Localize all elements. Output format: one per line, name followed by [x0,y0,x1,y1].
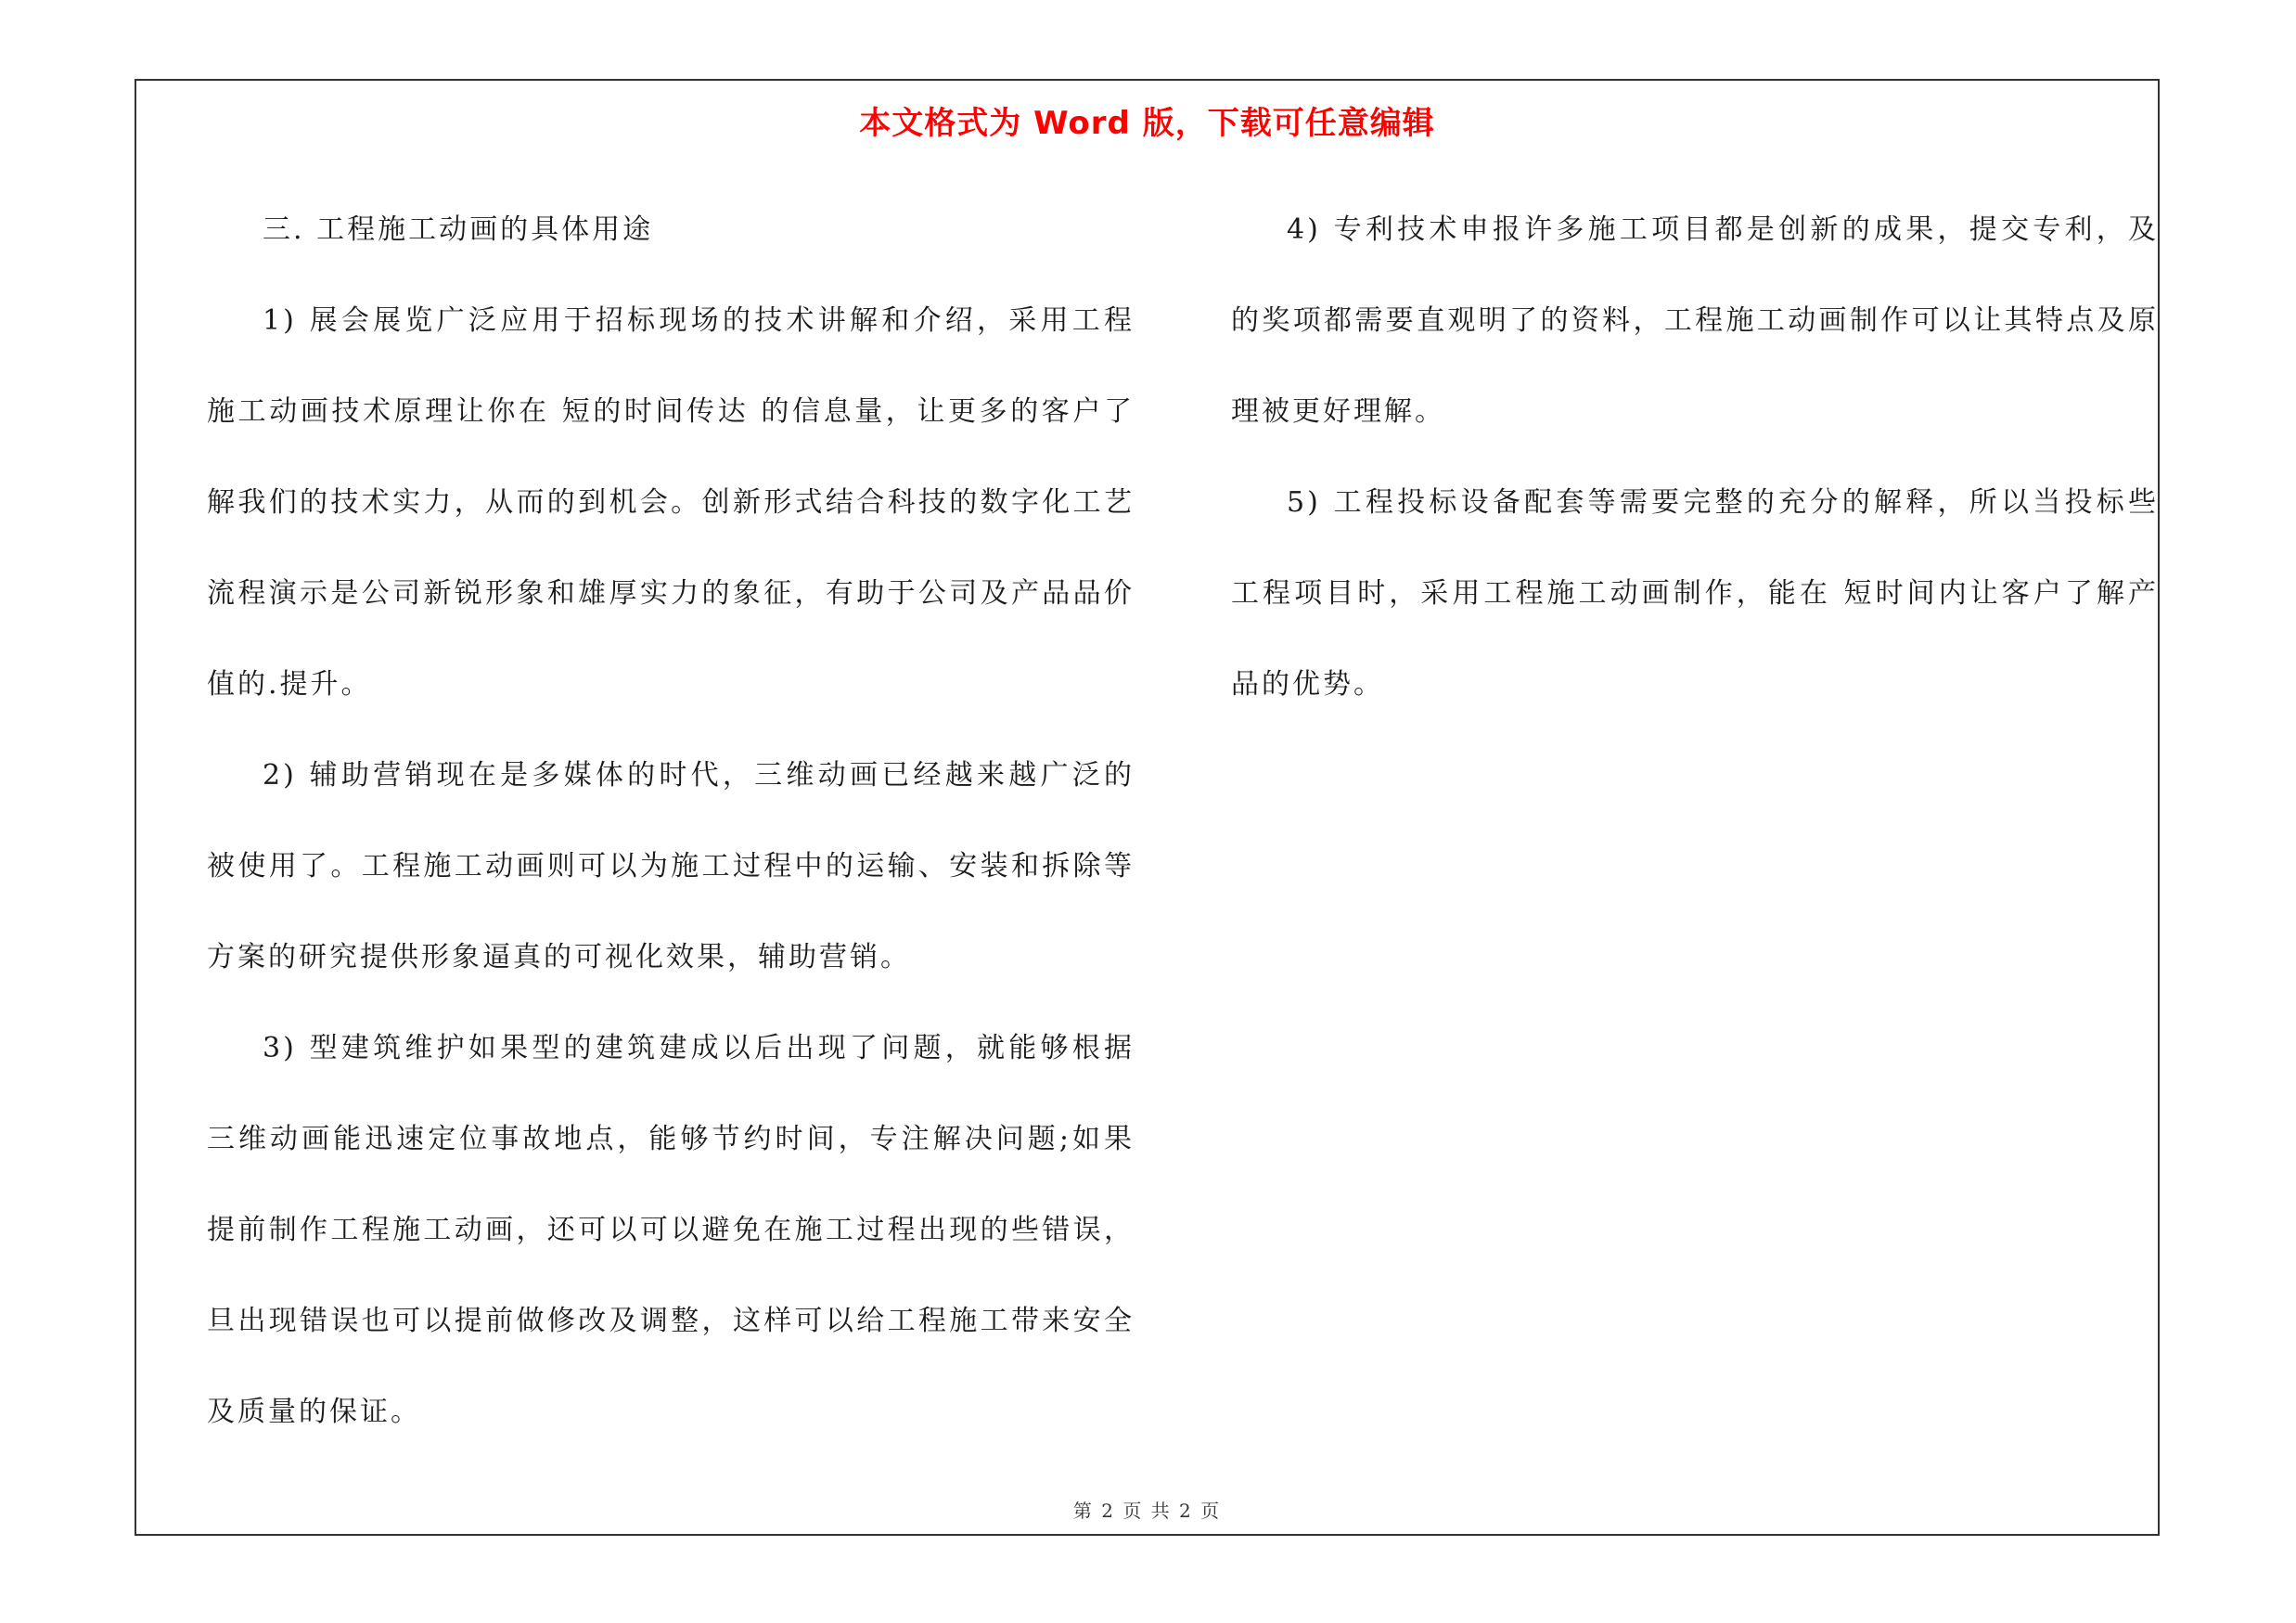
section-heading: 三. 工程施工动画的具体用途 [263,213,654,246]
right-column [1231,185,2159,730]
page-number-footer: 第 2 页 共 2 页 [1072,1500,1222,1522]
paragraph-2: 2) 辅助营销现在是多媒体的时代，三维动画已经越来越广泛的被使用了。工程施工动画则可以为施工过程中的运输、安装和拆除等方案的研究提供形象逼真的可视化效果，辅助营销。 [207,759,1135,973]
paragraph-3: 3) 型建筑维护如果型的建筑建成以后出现了问题，就能够根据三维动画能迅速定位事故地点，能够节约时间，专注解决问题;如果提前制作工程施工动画，还可以可以避免在施工过程出现的些错误，旦出现错误也可以提前做修改及调整，这样可以给工程施工带来安全及质量的保证。 [207,1032,1135,1428]
word-format-banner: 本文格式为 Word 版，下载可任意编辑 [859,105,1435,142]
paragraph-5: 5) 工程投标设备配套等需要完整的充分的解释，所以当投标些工程项目时，采用工程施工动画制作，能在 短时间内让客户了解产品的优势。 [1231,486,2159,701]
page-frame [135,79,2160,1536]
left-column [207,185,1135,1458]
paragraph-4: 4) 专利技术申报许多施工项目都是创新的成果，提交专利，及的奖项都需要直观明了的资料，工程施工动画制作可以让其特点及原理被更好理解。 [1231,213,2159,428]
paragraph-1: 1) 展会展览广泛应用于招标现场的技术讲解和介绍，采用工程施工动画技术原理让你在 短的时间传达 的信息量，让更多的客户了解我们的技术实力，从而的到机会。创新形式结合科技的数字化工艺流程演示是公司新锐形象和雄厚实力的象征，有助于公司及产品品价值的.提升。 [207,304,1135,701]
